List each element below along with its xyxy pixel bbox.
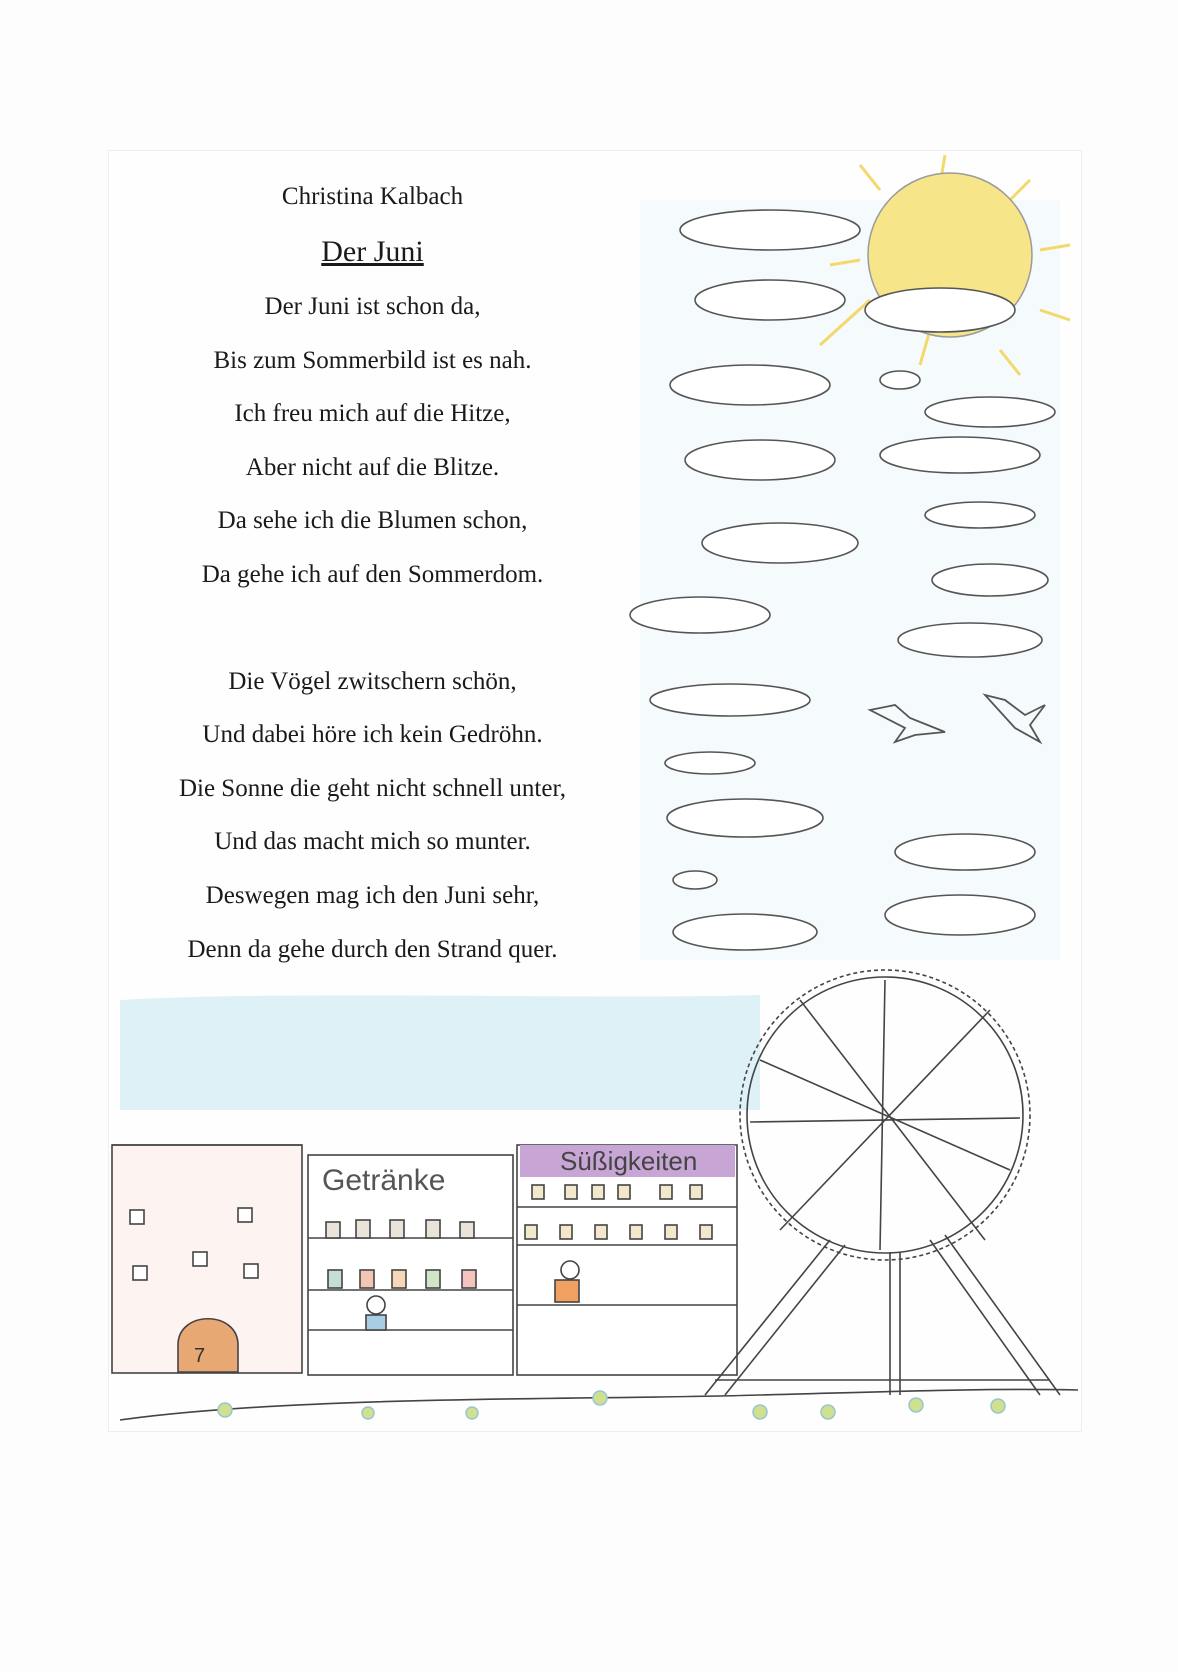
- vendor-head: [367, 1296, 385, 1314]
- bottle: [460, 1222, 474, 1238]
- bottle: [462, 1270, 476, 1288]
- cloud: [630, 597, 770, 633]
- cloud: [695, 280, 845, 320]
- window: [244, 1264, 258, 1278]
- sweet-box: [565, 1185, 577, 1199]
- drinks-stall: [308, 1155, 513, 1375]
- cloud: [650, 684, 810, 716]
- poem-title: Der Juni: [321, 235, 424, 268]
- sweet-box: [532, 1185, 544, 1199]
- stanza-1: [115, 280, 630, 602]
- flower: [909, 1398, 923, 1412]
- cloud: [895, 834, 1035, 870]
- author-name: Christina Kalbach: [281, 183, 464, 210]
- poem-block: [115, 180, 630, 976]
- sweet-box: [525, 1225, 537, 1239]
- window: [193, 1252, 207, 1266]
- bottle: [328, 1270, 342, 1288]
- sweet-box: [660, 1185, 672, 1199]
- poem-line: Bis zum Sommerbild ist es nah.: [213, 346, 532, 374]
- cloud: [670, 365, 830, 405]
- sweets-stall: [517, 1145, 737, 1375]
- cloud: [925, 502, 1035, 528]
- bottle: [326, 1222, 340, 1238]
- sweet-box: [595, 1225, 607, 1239]
- flower: [821, 1405, 835, 1419]
- flower: [218, 1403, 232, 1417]
- sweet-box: [560, 1225, 572, 1239]
- cloud: [880, 371, 920, 389]
- sweet-box: [592, 1185, 604, 1199]
- door: [178, 1319, 238, 1372]
- cloud: [685, 440, 835, 480]
- flower: [991, 1399, 1005, 1413]
- sweets-sign: Süßigkeiten: [560, 1146, 698, 1176]
- cloud: [673, 914, 817, 950]
- poem-line: Und das macht mich so munter.: [214, 828, 531, 856]
- flower: [466, 1407, 478, 1419]
- cloud: [667, 799, 823, 837]
- vendor-head: [561, 1261, 579, 1279]
- sweet-box: [665, 1225, 677, 1239]
- poem-line: Aber nicht auf die Blitze.: [245, 453, 500, 481]
- cloud: [702, 523, 858, 563]
- drinks-sign: Getränke: [322, 1164, 446, 1197]
- poem-line: Deswegen mag ich den Juni sehr,: [205, 881, 540, 909]
- vendor-body: [366, 1315, 386, 1330]
- poem-line: Ich freu mich auf die Hitze,: [234, 400, 511, 428]
- cloud: [680, 210, 860, 250]
- bottle: [426, 1270, 440, 1288]
- cloud: [880, 437, 1040, 473]
- window: [238, 1208, 252, 1222]
- poem-line: Und dabei höre ich kein Gedröhn.: [202, 721, 543, 749]
- cloud: [885, 895, 1035, 935]
- poem-line: Da gehe ich auf den Sommerdom.: [201, 560, 544, 588]
- poem-line: Der Juni ist schon da,: [264, 293, 481, 320]
- vendor-body: [555, 1280, 579, 1302]
- sweet-box: [630, 1225, 642, 1239]
- flower: [593, 1391, 607, 1405]
- bottle: [426, 1220, 440, 1238]
- bottle: [392, 1270, 406, 1288]
- cloud: [925, 397, 1055, 427]
- stanza-2: [115, 655, 630, 977]
- poem-line: Die Sonne die geht nicht schnell unter,: [178, 774, 567, 802]
- cloud: [865, 288, 1015, 332]
- bottle: [390, 1220, 404, 1238]
- sweet-box: [690, 1185, 702, 1199]
- poem-line: Die Vögel zwitschern schön,: [228, 667, 517, 695]
- sky-wash-bottom: [120, 995, 760, 1110]
- bottle: [360, 1270, 374, 1288]
- cloud: [673, 871, 717, 889]
- poem-line: Da sehe ich die Blumen schon,: [217, 507, 528, 535]
- poem-line: Denn da gehe durch den Strand quer.: [187, 935, 558, 963]
- cloud: [898, 623, 1042, 657]
- flowers: [218, 1391, 1005, 1419]
- sweet-box: [700, 1225, 712, 1239]
- cloud: [665, 752, 755, 774]
- bottle: [356, 1220, 370, 1238]
- flower: [362, 1407, 374, 1419]
- flower: [753, 1405, 767, 1419]
- house-drawing: [112, 1145, 302, 1373]
- door-number: 7: [194, 1345, 206, 1367]
- sweet-box: [618, 1185, 630, 1199]
- cloud: [932, 564, 1048, 596]
- window: [130, 1210, 144, 1224]
- window: [133, 1266, 147, 1280]
